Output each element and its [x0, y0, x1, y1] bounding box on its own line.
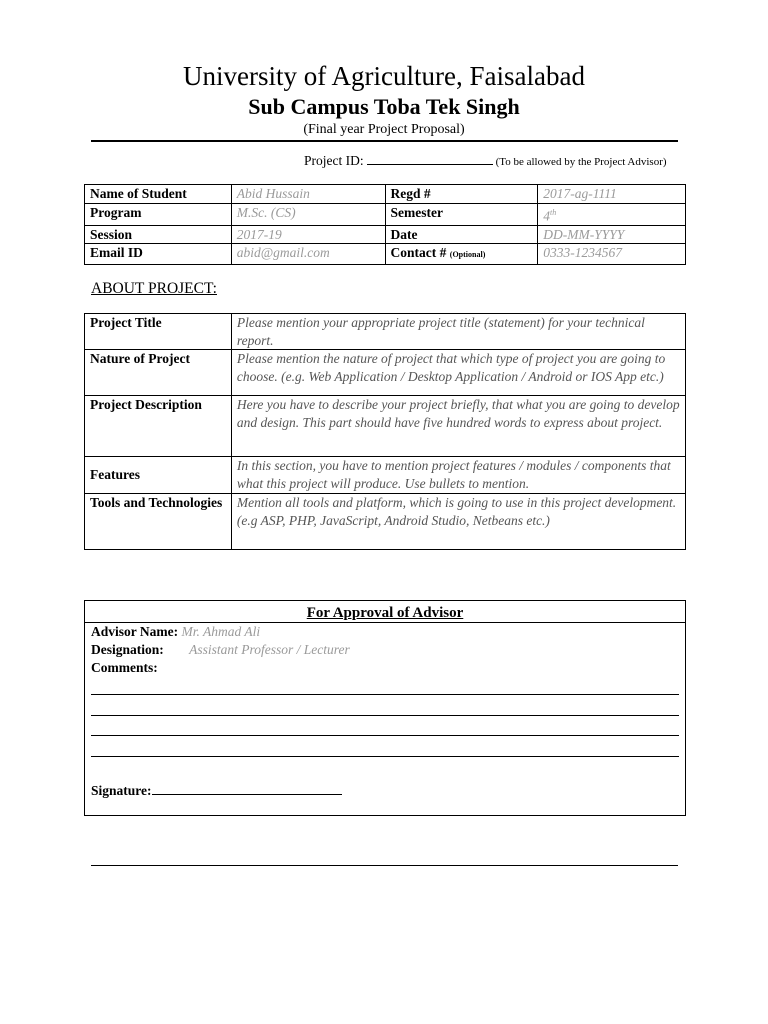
signature-label: Signature: [91, 783, 152, 798]
description-label: Project Description [85, 396, 232, 457]
name-label: Name of Student [85, 185, 232, 204]
project-id-note: (To be allowed by the Project Advisor) [495, 156, 667, 168]
table-row [85, 396, 686, 457]
email-value[interactable]: abid@gmail.com [231, 244, 385, 265]
campus-title: Sub Campus Toba Tek Singh [248, 94, 520, 119]
date-value[interactable]: DD-MM-YYYY [538, 225, 686, 244]
nature-text[interactable]: Please mention the nature of project that which type of project you are going to choose. (e.g. Web Application / Desktop Application / Android or IOS App etc.) [231, 350, 685, 396]
designation-row [91, 641, 350, 659]
program-label: Program [85, 203, 232, 225]
designation-value[interactable]: Assistant Professor / Lecturer [189, 642, 350, 657]
table-row [85, 225, 686, 244]
comment-line[interactable] [91, 715, 679, 716]
about-project-heading: ABOUT PROJECT: [91, 280, 217, 297]
regd-label: Regd # [385, 185, 538, 204]
table-row [85, 350, 686, 396]
program-value[interactable]: M.Sc. (CS) [231, 203, 385, 225]
contact-value[interactable]: 0333-1234567 [538, 244, 686, 265]
signature-row [91, 780, 342, 800]
project-id-blank[interactable] [367, 151, 493, 165]
features-label: Features [85, 457, 232, 494]
date-label: Date [385, 225, 538, 244]
features-text[interactable]: In this section, you have to mention project features / modules / components that what this project will produce. Use bullets to mention. [231, 457, 685, 494]
advisor-name-row [91, 623, 260, 641]
designation-label: Designation: [91, 642, 164, 657]
signature-blank[interactable] [152, 780, 342, 795]
contact-optional: (Optional) [449, 250, 486, 259]
table-row [85, 494, 686, 550]
name-value[interactable]: Abid Hussain [231, 185, 385, 204]
contact-label [385, 244, 538, 265]
session-label: Session [85, 225, 232, 244]
document-subtitle: (Final year Project Proposal) [303, 122, 465, 137]
description-text[interactable]: Here you have to describe your project briefly, that what you are going to develop and design. This part should have five hundred words to express about project. [231, 396, 685, 457]
student-info-table [84, 184, 686, 265]
regd-value[interactable]: 2017-ag-1111 [538, 185, 686, 204]
tools-text[interactable]: Mention all tools and platform, which is going to use in this project development. (e.g ASP, PHP, JavaScript, Android Studio, Netbeans etc.) [231, 494, 685, 550]
contact-label-text: Contact # [390, 245, 447, 260]
footer-divider [91, 865, 678, 866]
advisor-name-value[interactable]: Mr. Ahmad Ali [181, 624, 261, 639]
project-details-table [84, 313, 686, 550]
advisor-name-label: Advisor Name: [91, 624, 179, 639]
comments-row [91, 659, 158, 677]
advisor-approval-box [84, 600, 686, 816]
table-row [85, 185, 686, 204]
project-title-text[interactable]: Please mention your appropriate project title (statement) for your technical report. [231, 314, 685, 350]
project-id-label: Project ID: [304, 153, 364, 168]
nature-label: Nature of Project [85, 350, 232, 396]
table-row [85, 314, 686, 350]
comments-label: Comments: [91, 660, 158, 675]
university-title: University of Agriculture, Faisalabad [183, 61, 585, 91]
semester-value[interactable] [538, 203, 686, 225]
tools-label: Tools and Technologies [85, 494, 232, 550]
semester-number: 4 [543, 208, 550, 223]
comment-line[interactable] [91, 756, 679, 757]
comment-line[interactable] [91, 735, 679, 736]
header-divider [91, 140, 678, 142]
semester-suffix: th [550, 207, 557, 217]
table-row [85, 244, 686, 265]
project-title-label: Project Title [85, 314, 232, 350]
session-value[interactable]: 2017-19 [231, 225, 385, 244]
semester-label: Semester [385, 203, 538, 225]
comment-line[interactable] [91, 694, 679, 695]
email-label: Email ID [85, 244, 232, 265]
project-id-line [304, 151, 667, 171]
table-row [85, 203, 686, 225]
table-row [85, 457, 686, 494]
approval-heading: For Approval of Advisor [306, 605, 464, 621]
